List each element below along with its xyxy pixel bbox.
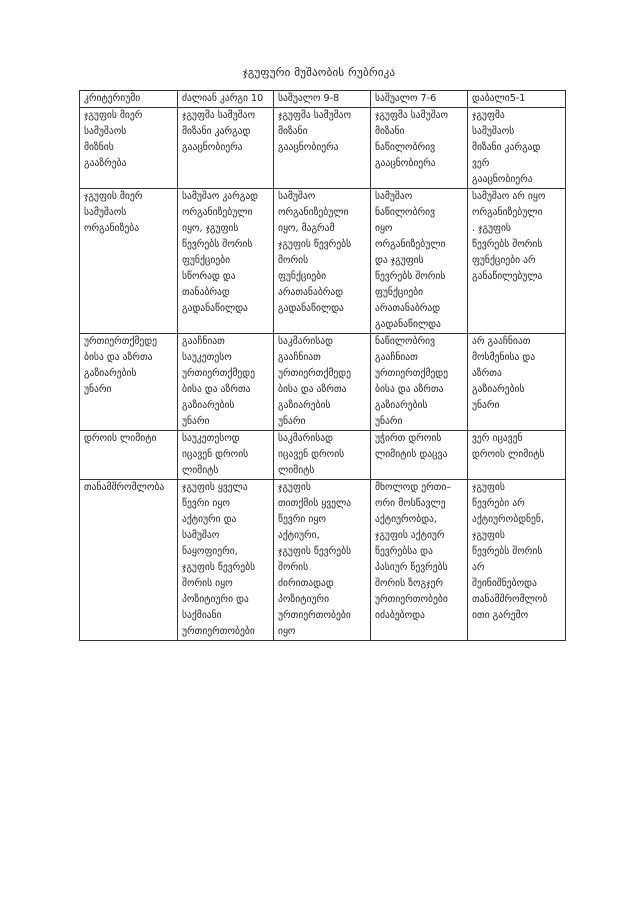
- criterion-cell: ურთიერთქმედე ბისა და აზრთა გაზიარების უნარი: [80, 334, 178, 431]
- table-row: [80, 334, 566, 431]
- table-cell: ჯგუფმა სამუშაოს მიზანი კარგად ვერ გააცნობიერა: [468, 108, 566, 189]
- table-cell: ჯგუფმა სამუშაო მიზანი კარგად გააცნობიერა: [178, 108, 274, 189]
- header-cell: დაბალი5-1: [468, 91, 566, 108]
- page-title: ჯგუფური მუშაობის რუბრიკა: [242, 66, 396, 79]
- table-cell: მხოლოდ ერთი– ორი მოსწავლე აქტიურობდა, ჯგუფის აქტიურ წევრებსა და პასიურ წევრებს შორის ზოგჯერ ურთიერთობები იძაბებოდა: [371, 480, 468, 641]
- criterion-cell: ჯგუფის მიერ სამუშაოს მიზნის გააზრება: [80, 108, 178, 189]
- table-row: [80, 480, 566, 641]
- criterion-cell: ჯგუფის მიერ სამუშაოს ორგანიზება: [80, 189, 178, 334]
- table-row: [80, 431, 566, 480]
- table-cell: ჯგუფმა სამუშაო მიზანი გააცნობიერა: [274, 108, 371, 189]
- table-row: [80, 108, 566, 189]
- table-cell: ჯგუფის წევრები არ აქტიურობდნენ, ჯგუფის წევრებს შორის არ შეინიშნებოდა თანამშრომლობ ითი გარემო: [468, 480, 566, 641]
- table-cell: საუკეთესოდ იცავენ დროის ლიმიტს: [178, 431, 274, 480]
- table-row: [80, 189, 566, 334]
- criterion-cell: თანამშრომლობა: [80, 480, 178, 641]
- table-cell: გააჩნიათ საუკეთესო ურთიერთქმედე ბისა და აზრთა გაზიარების უნარი: [178, 334, 274, 431]
- table-cell: არ გააჩნიათ მოსმენისა და აზრთა გაზიარების უნარი: [468, 334, 566, 431]
- header-cell: საშუალო 7-6: [371, 91, 468, 108]
- table-cell: სამუშაო ნაწილობრივ იყო ორგანიზებული და ჯგუფის წევრებს შორის ფუნქციები არათანაბრად გადანაწილდა: [371, 189, 468, 334]
- header-cell: კრიტერიუმი: [80, 91, 178, 108]
- criterion-cell: დროის ლიმიტი: [80, 431, 178, 480]
- table-cell: ვერ იცავენ დროის ლიმიტს: [468, 431, 566, 480]
- table-cell: ნაწილობრივ გააჩნიათ ურთიერთქმედე ბისა და აზრთა გაზიარების უნარი: [371, 334, 468, 431]
- table-cell: უჭირთ დროის ლიმიტის დაცვა: [371, 431, 468, 480]
- table-cell: ჯგუფის თითქმის ყველა წევრი იყო აქტიური, ჯგუფის წევრებს შორის ძირითადად პოზიტიური ურთიერთობები იყო: [274, 480, 371, 641]
- table-header-row: [80, 91, 566, 108]
- table-cell: ჯგუფმა სამუშაო მიზანი ნაწილობრივ გააცნობიერა: [371, 108, 468, 189]
- header-cell: საშუალო 9-8: [274, 91, 371, 108]
- table-cell: საკმარისად გააჩნიათ ურთიერთქმედე ბისა და აზრთა გაზიარების უნარი: [274, 334, 371, 431]
- table-cell: სამუშაო ორგანიზებული იყო, მაგრამ ჯგუფის წევრებს შორის ფუნქციები არათანაბრად გადანაწილდა: [274, 189, 371, 334]
- table-cell: საკმარისად იცავენ დროის ლიმიტს: [274, 431, 371, 480]
- header-cell: ძალიან კარგი 10: [178, 91, 274, 108]
- rubric-table: [79, 90, 566, 641]
- table-cell: სამუშაო კარგად ორგანიზებული იყო, ჯგუფის წევრებს შორის ფუნქციები სწორად და თანაბრად გადანაწილდა: [178, 189, 274, 334]
- table-cell: სამუშაო არ იყო ორგანიზებული . ჯგუფის წევრებს შორის ფუნქციები არ განაწილებულა: [468, 189, 566, 334]
- table-cell: ჯგუფის ყველა წევრი იყო აქტიური და სამუშაო ნაყოფიერი, ჯგუფის წევრებს შორის იყო პოზიტიური და საქმიანი ურთიერთობები: [178, 480, 274, 641]
